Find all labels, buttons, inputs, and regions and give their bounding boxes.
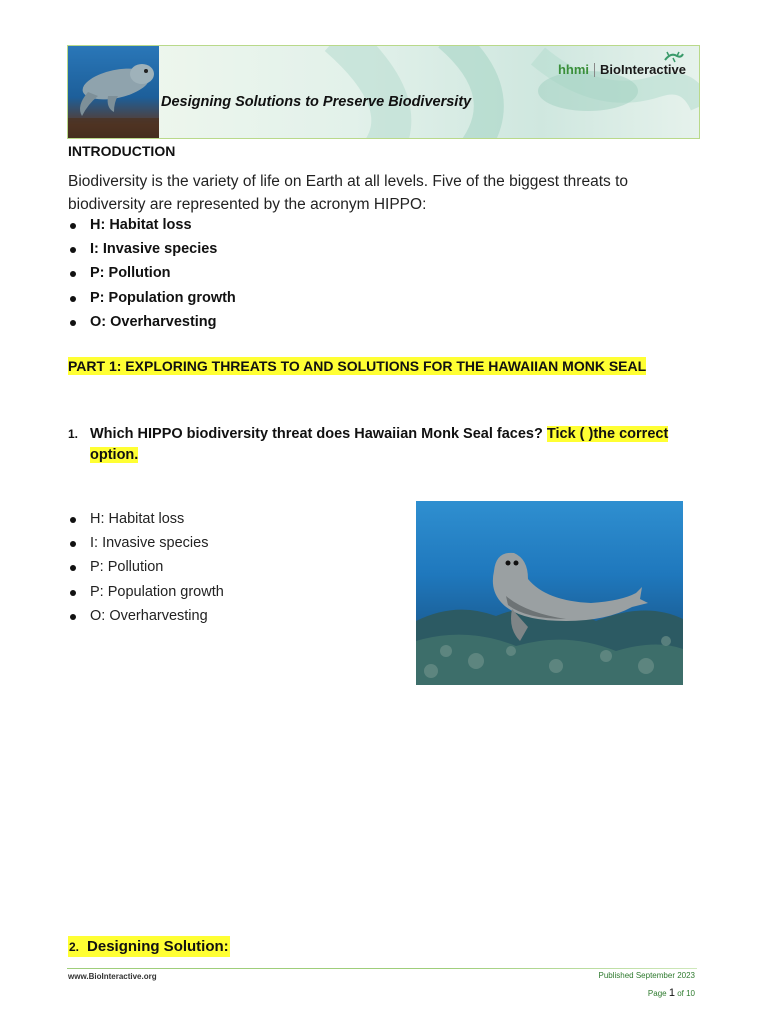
list-item: H: Habitat loss [68, 213, 236, 237]
option-item[interactable]: P: Pollution [68, 555, 224, 579]
question-text: Designing Solution: [87, 938, 229, 955]
question-2 [68, 938, 230, 955]
option-item[interactable]: O: Overharvesting [68, 604, 224, 628]
footer-published: Published September 2023 [598, 971, 695, 980]
option-item[interactable]: I: Invasive species [68, 531, 224, 555]
intro-paragraph: Biodiversity is the variety of life on Earth at all levels. Five of the biggest threats to biodiversity are represented by the acronym HIPPO: [68, 173, 628, 213]
brand-logo [558, 62, 686, 77]
list-item: O: Overharvesting [68, 310, 236, 334]
header-banner [67, 45, 700, 139]
page-suffix: of 10 [677, 989, 695, 998]
answer-options [68, 507, 224, 628]
list-item: P: Pollution [68, 261, 236, 285]
question-number: 1. [68, 427, 79, 441]
page-number: 1 [668, 987, 675, 999]
brand-hhmi: hhmi [557, 62, 590, 77]
option-item[interactable]: H: Habitat loss [68, 507, 224, 531]
monk-seal-photo [416, 501, 683, 685]
monk-seal-thumbnail [68, 46, 159, 139]
footer-rule [67, 968, 697, 969]
brand-separator [594, 63, 595, 77]
part1-heading: PART 1: EXPLORING THREATS TO AND SOLUTIONS FOR THE HAWAIIAN MONK SEAL [68, 358, 647, 374]
page-prefix: Page [647, 989, 667, 998]
option-item[interactable]: P: Population growth [68, 580, 224, 604]
decorative-swirl [218, 46, 700, 139]
hippo-list [68, 213, 236, 334]
question-text: Which HIPPO biodiversity threat does Hawaiian Monk Seal faces? [90, 426, 543, 442]
question-instruction: Tick ( )the correct option. [90, 426, 669, 463]
question-number: 2. [69, 940, 80, 954]
footer-url[interactable]: www.BioInteractive.org [68, 972, 157, 981]
brand-biointeractive: BioInteractive [600, 62, 686, 77]
footer-page-indicator [648, 987, 695, 999]
list-item: I: Invasive species [68, 237, 236, 261]
question-2-highlight [68, 936, 230, 957]
banner-title: Designing Solutions to Preserve Biodiversity [161, 94, 472, 110]
intro-heading: INTRODUCTION [68, 143, 176, 159]
list-item: P: Population growth [68, 286, 236, 310]
question-1 [68, 424, 688, 466]
